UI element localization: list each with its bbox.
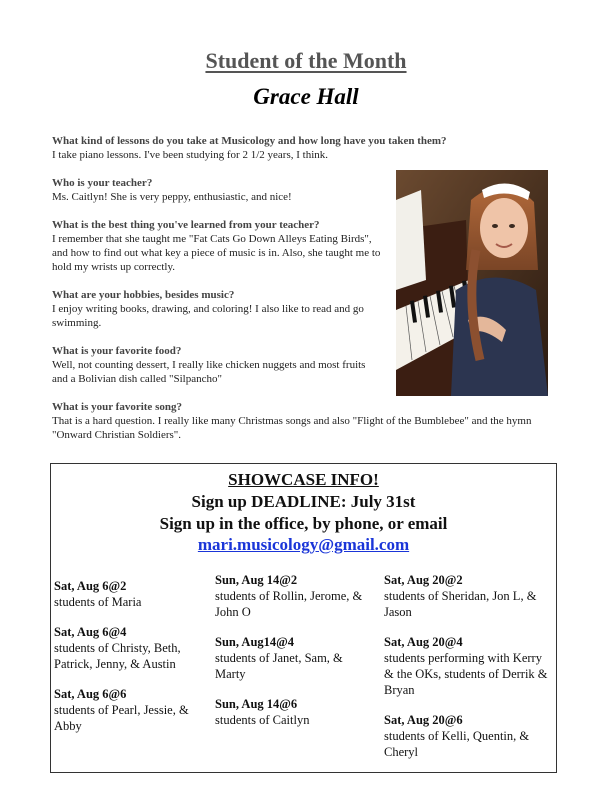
girl-at-piano-image xyxy=(396,170,548,396)
schedule-time: Sun, Aug 14@2 xyxy=(215,573,298,587)
answer: I enjoy writing books, drawing, and coloring! I also like to read and go swimming. xyxy=(52,303,364,329)
schedule-entry xyxy=(384,634,554,698)
schedule-time: Sat, Aug 6@2 xyxy=(54,579,127,593)
schedule-entry xyxy=(54,686,204,734)
schedule-students: students performing with Kerry & the OKs, students of Derrik & Bryan xyxy=(384,651,548,697)
question: Who is your teacher? xyxy=(52,177,153,189)
schedule-entry xyxy=(54,578,204,610)
schedule-students: students of Kelli, Quentin, & Cheryl xyxy=(384,729,530,759)
schedule-time: Sat, Aug 20@6 xyxy=(384,713,463,727)
interview-item-hobbies xyxy=(52,288,387,330)
question: What is the best thing you've learned from your teacher? xyxy=(52,219,320,231)
question: What are your hobbies, besides music? xyxy=(52,289,235,301)
answer: I take piano lessons. I've been studying for 2 1/2 years, I think. xyxy=(52,149,329,161)
schedule-students: students of Christy, Beth, Patrick, Jenny, & Austin xyxy=(54,641,181,671)
question: What is your favorite song? xyxy=(52,401,182,413)
schedule-time: Sat, Aug 6@6 xyxy=(54,687,127,701)
schedule-students: students of Pearl, Jessie, & Abby xyxy=(54,703,189,733)
interview-item-food xyxy=(52,344,382,386)
interview-item-lessons xyxy=(52,134,572,162)
schedule-entry xyxy=(215,634,375,682)
signup-deadline: Sign up DEADLINE: July 31st xyxy=(191,492,416,511)
schedule-entry xyxy=(54,624,204,672)
showcase-info-box xyxy=(50,463,557,773)
student-photo xyxy=(396,170,548,396)
schedule-column-1 xyxy=(54,578,204,748)
schedule-time: Sat, Aug 6@4 xyxy=(54,625,127,639)
schedule-time: Sat, Aug 20@4 xyxy=(384,635,463,649)
schedule-students: students of Maria xyxy=(54,595,142,609)
schedule-entry xyxy=(215,696,375,728)
schedule-time: Sun, Aug 14@6 xyxy=(215,697,298,711)
interview-item-song xyxy=(52,400,562,442)
email-link[interactable]: mari.musicology@gmail.com xyxy=(197,535,410,554)
interview-item-teacher xyxy=(52,176,382,204)
schedule-entry xyxy=(384,712,554,760)
schedule-students: students of Rollin, Jerome, & John O xyxy=(215,589,363,619)
showcase-title: SHOWCASE INFO! xyxy=(228,470,379,489)
schedule-students: students of Sheridan, Jon L, & Jason xyxy=(384,589,537,619)
question: What is your favorite food? xyxy=(52,345,182,357)
question: What kind of lessons do you take at Musicology and how long have you taken them? xyxy=(52,135,447,147)
schedule-column-2 xyxy=(215,572,375,742)
answer: Well, not counting dessert, I really like chicken nuggets and most fruits and a Bolivian dish called "Silpancho" xyxy=(52,359,366,385)
answer: That is a hard question. I really like many Christmas songs and also "Flight of the Bumblebee" and the hymn "Onward Christian Soldiers". xyxy=(52,415,532,441)
page-title: Student of the Month xyxy=(205,48,407,73)
signup-instructions: Sign up in the office, by phone, or email xyxy=(159,514,448,533)
answer: Ms. Caitlyn! She is very peppy, enthusiastic, and nice! xyxy=(52,191,292,203)
student-name: Grace Hall xyxy=(253,84,359,109)
schedule-entry xyxy=(215,572,375,620)
schedule-entry xyxy=(384,572,554,620)
schedule-time: Sat, Aug 20@2 xyxy=(384,573,463,587)
interview-item-learned xyxy=(52,218,382,274)
answer: I remember that she taught me "Fat Cats Go Down Alleys Eating Birds", and how to find out what key a piece of music is in. Also, she taught me to hold my wrists up correctly. xyxy=(52,233,381,273)
schedule-students: students of Janet, Sam, & Marty xyxy=(215,651,343,681)
schedule-column-3 xyxy=(384,572,554,774)
schedule-students: students of Caitlyn xyxy=(215,713,310,727)
schedule-time: Sun, Aug14@4 xyxy=(215,635,295,649)
